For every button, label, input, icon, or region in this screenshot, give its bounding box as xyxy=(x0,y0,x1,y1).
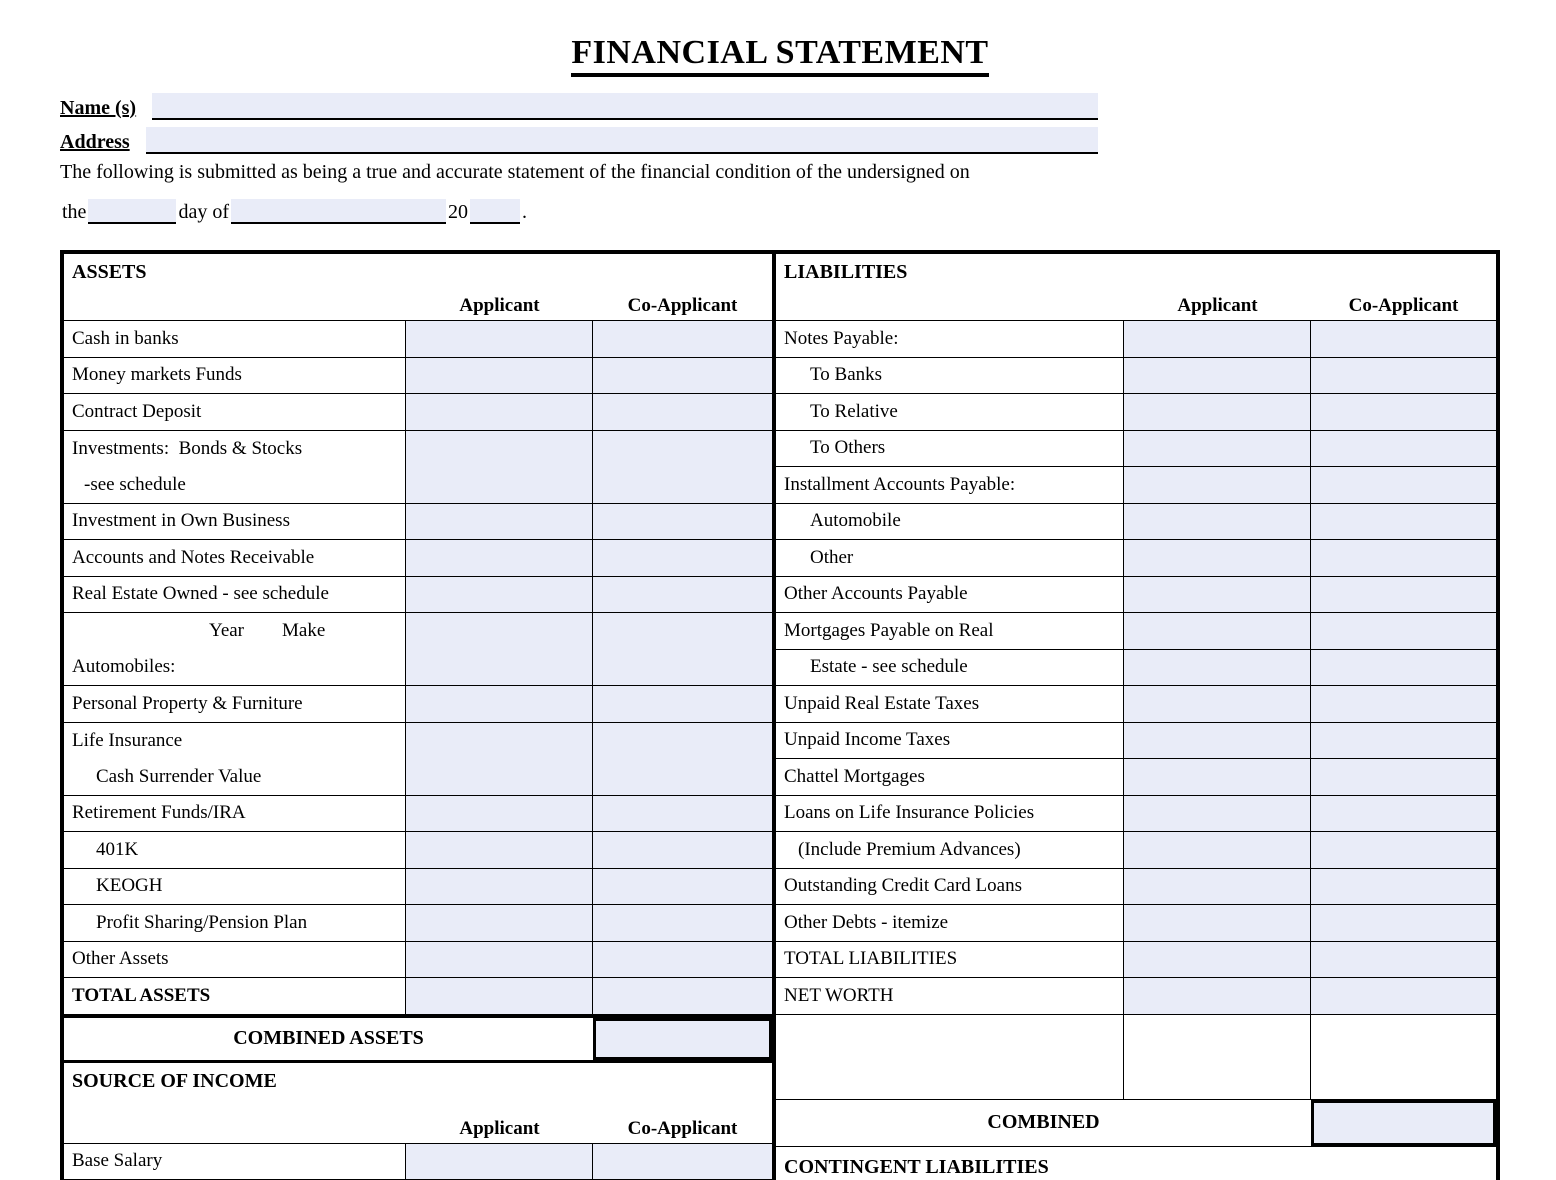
coapplicant-input-cell[interactable] xyxy=(593,723,772,795)
applicant-input-cell[interactable] xyxy=(1124,504,1311,540)
table-row xyxy=(776,650,1496,687)
assets-applicant-header: Applicant xyxy=(459,295,540,316)
income-coapplicant-header: Co-Applicant xyxy=(627,1117,738,1139)
table-row xyxy=(64,613,772,686)
coapplicant-input-cell[interactable] xyxy=(1311,613,1496,649)
row-label xyxy=(776,723,1124,759)
table-row xyxy=(64,723,772,796)
coapplicant-input-cell[interactable] xyxy=(1311,358,1496,394)
table-row xyxy=(776,394,1496,431)
applicant-input-cell[interactable] xyxy=(406,394,593,430)
coapplicant-input-cell[interactable] xyxy=(593,394,772,430)
coapplicant-input-cell[interactable] xyxy=(593,978,772,1014)
row-label xyxy=(776,467,1124,503)
row-label xyxy=(64,796,406,832)
row-label xyxy=(64,394,406,430)
applicant-input-cell[interactable] xyxy=(406,796,593,832)
coapplicant-input-cell[interactable] xyxy=(1311,942,1496,978)
coapplicant-input-cell[interactable] xyxy=(1311,905,1496,941)
combined-label: COMBINED xyxy=(987,1111,1100,1133)
table-row xyxy=(64,321,772,358)
table-row xyxy=(64,869,772,906)
table-row xyxy=(776,467,1496,504)
applicant-input-cell[interactable] xyxy=(406,686,593,722)
applicant-input-cell[interactable] xyxy=(406,321,593,357)
year-input[interactable] xyxy=(470,199,520,224)
name-input[interactable] xyxy=(152,93,1098,120)
table-row xyxy=(64,540,772,577)
applicant-input-cell[interactable] xyxy=(1124,869,1311,905)
row-label xyxy=(64,358,406,394)
row-label xyxy=(776,577,1124,613)
row-label xyxy=(776,431,1124,467)
table-row xyxy=(776,321,1496,358)
coapplicant-input-cell[interactable] xyxy=(1311,686,1496,722)
applicant-input-cell[interactable] xyxy=(1124,905,1311,941)
income-column-headers xyxy=(64,1100,772,1144)
row-label-line: Mortgages Payable on Real xyxy=(784,619,994,641)
row-label-line: Outstanding Credit Card Loans xyxy=(784,875,1022,897)
table-row xyxy=(776,759,1496,796)
page-title: FINANCIAL STATEMENT xyxy=(571,34,988,77)
table-row xyxy=(776,577,1496,614)
applicant-input-cell[interactable] xyxy=(406,978,593,1014)
row-label-line: Notes Payable: xyxy=(784,327,899,349)
table-row xyxy=(64,431,772,504)
coapplicant-input-cell[interactable] xyxy=(593,321,772,357)
row-label-line: -see schedule xyxy=(84,473,186,495)
liabilities-column-headers xyxy=(776,295,1496,320)
row-label-line: Contract Deposit xyxy=(72,400,202,422)
row-label-line: Other Assets xyxy=(72,948,169,970)
coapplicant-input-cell[interactable] xyxy=(593,431,772,503)
applicant-input-cell[interactable] xyxy=(1124,358,1311,394)
month-input[interactable] xyxy=(231,199,446,224)
row-label xyxy=(64,431,406,503)
applicant-input-cell[interactable] xyxy=(1124,540,1311,576)
table-row xyxy=(776,869,1496,906)
row-label xyxy=(776,942,1124,978)
coapplicant-input-cell[interactable] xyxy=(593,832,772,868)
liabilities-blank-row xyxy=(776,1015,1496,1100)
financial-table xyxy=(60,250,1500,1180)
row-label xyxy=(776,978,1124,1014)
liabilities-section xyxy=(776,254,1496,1179)
row-label-line: To Relative xyxy=(810,400,898,422)
applicant-input-cell[interactable] xyxy=(1124,394,1311,430)
row-label xyxy=(64,869,406,905)
row-label xyxy=(64,504,406,540)
coapplicant-input-cell[interactable] xyxy=(593,686,772,722)
coapplicant-input-cell[interactable] xyxy=(593,796,772,832)
row-label xyxy=(776,832,1124,868)
row-label-line: Unpaid Income Taxes xyxy=(784,729,951,751)
coapplicant-input-cell[interactable] xyxy=(1311,650,1496,686)
applicant-input-cell[interactable] xyxy=(406,540,593,576)
assets-section-title: ASSETS xyxy=(72,261,147,283)
date-line xyxy=(60,194,1500,224)
row-label-line: TOTAL LIABILITIES xyxy=(784,948,958,970)
date-period: . xyxy=(521,201,527,223)
table-row xyxy=(64,905,772,942)
applicant-input-cell[interactable] xyxy=(406,358,593,394)
coapplicant-input-cell[interactable] xyxy=(593,1144,772,1180)
address-input[interactable] xyxy=(146,127,1098,154)
income-applicant-header: Applicant xyxy=(459,1117,540,1139)
table-row xyxy=(776,613,1496,650)
liabilities-header xyxy=(776,254,1496,321)
coapplicant-input-cell[interactable] xyxy=(1311,978,1496,1014)
row-label-line: Retirement Funds/IRA xyxy=(72,802,246,824)
coapplicant-input-cell[interactable] xyxy=(1311,394,1496,430)
applicant-input-cell[interactable] xyxy=(406,504,593,540)
table-row xyxy=(64,504,772,541)
contingent-liabilities-title: CONTINGENT LIABILITIES xyxy=(784,1155,1049,1178)
row-label-line: Estate - see schedule xyxy=(810,656,968,678)
applicant-input-cell[interactable] xyxy=(406,431,593,503)
combined-liabilities-row xyxy=(776,1100,1496,1147)
row-label-line: 401K xyxy=(96,838,139,860)
combined-input[interactable] xyxy=(1311,1100,1496,1146)
applicant-input-cell[interactable] xyxy=(1124,686,1311,722)
name-field-row xyxy=(60,93,1098,120)
table-row xyxy=(64,394,772,431)
table-row xyxy=(776,504,1496,541)
assets-rows xyxy=(64,321,772,1015)
applicant-input-cell[interactable] xyxy=(406,905,593,941)
row-label-line: Installment Accounts Payable: xyxy=(784,473,1016,495)
applicant-input-cell[interactable] xyxy=(406,613,593,685)
row-label-line: Personal Property & Furniture xyxy=(72,692,303,714)
row-label xyxy=(64,978,406,1014)
page-title-wrap xyxy=(60,34,1500,77)
row-label-line: Other Debts - itemize xyxy=(784,911,949,933)
row-label xyxy=(776,613,1124,649)
assets-header xyxy=(64,254,772,321)
row-label-line: Base Salary xyxy=(72,1150,163,1172)
applicant-input-cell[interactable] xyxy=(1124,321,1311,357)
applicant-input-cell[interactable] xyxy=(1124,832,1311,868)
row-label xyxy=(64,577,406,613)
row-label-line: Real Estate Owned - see schedule xyxy=(72,583,329,605)
row-label xyxy=(776,540,1124,576)
table-row xyxy=(776,723,1496,760)
row-label xyxy=(64,832,406,868)
row-label-line: Money markets Funds xyxy=(72,364,242,386)
income-rows xyxy=(64,1144,772,1180)
table-row xyxy=(64,577,772,614)
applicant-input-cell[interactable] xyxy=(406,1144,593,1180)
row-label xyxy=(776,504,1124,540)
coapplicant-input-cell[interactable] xyxy=(1311,759,1496,795)
table-row xyxy=(776,358,1496,395)
row-label xyxy=(64,613,406,685)
row-label xyxy=(64,540,406,576)
row-label xyxy=(776,905,1124,941)
coapplicant-input-cell[interactable] xyxy=(1311,577,1496,613)
statement-text: The following is submitted as being a true and accurate statement of the financial condition of the undersigned on xyxy=(60,161,970,183)
applicant-input-cell[interactable] xyxy=(1124,467,1311,503)
table-row xyxy=(776,540,1496,577)
applicant-input-cell[interactable] xyxy=(1124,650,1311,686)
table-row xyxy=(64,978,772,1015)
address-label: Address xyxy=(60,131,130,153)
applicant-input-cell[interactable] xyxy=(1124,613,1311,649)
coapplicant-input-cell[interactable] xyxy=(1311,796,1496,832)
row-label-line: Year Make xyxy=(209,620,326,641)
row-label-line: Chattel Mortgages xyxy=(784,765,925,787)
date-the-label: the xyxy=(62,201,87,223)
address-field-row xyxy=(60,127,1098,154)
row-label-line: To Others xyxy=(810,437,886,459)
combined-assets-label: COMBINED ASSETS xyxy=(233,1027,424,1049)
applicant-input-cell[interactable] xyxy=(406,832,593,868)
table-row xyxy=(776,978,1496,1015)
row-label xyxy=(64,723,406,795)
liabilities-section-title: LIABILITIES xyxy=(784,261,908,283)
applicant-input-cell[interactable] xyxy=(406,723,593,795)
row-label xyxy=(64,1144,406,1180)
row-label-line: Automobile xyxy=(810,510,901,532)
coapplicant-input-cell[interactable] xyxy=(593,905,772,941)
table-row xyxy=(64,686,772,723)
blank-label-cell xyxy=(776,1015,1124,1099)
row-label xyxy=(776,869,1124,905)
day-input[interactable] xyxy=(88,199,176,224)
row-label xyxy=(64,942,406,978)
row-label-line: Automobiles: xyxy=(72,656,176,677)
row-label-line: To Banks xyxy=(810,364,883,386)
coapplicant-input-cell[interactable] xyxy=(593,540,772,576)
row-label-line: Other Accounts Payable xyxy=(784,583,968,605)
row-label-line: Accounts and Notes Receivable xyxy=(72,546,315,568)
applicant-input-cell[interactable] xyxy=(1124,796,1311,832)
coapplicant-input-cell[interactable] xyxy=(1311,832,1496,868)
assets-coapplicant-header: Co-Applicant xyxy=(627,295,738,316)
coapplicant-input-cell[interactable] xyxy=(1311,321,1496,357)
coapplicant-input-cell[interactable] xyxy=(1311,504,1496,540)
applicant-input-cell[interactable] xyxy=(1124,942,1311,978)
applicant-input-cell[interactable] xyxy=(1124,723,1311,759)
row-label-line: Investments: Bonds & Stocks xyxy=(72,437,303,459)
row-label xyxy=(776,796,1124,832)
table-row xyxy=(64,358,772,395)
row-label-line: Cash in banks xyxy=(72,327,179,349)
row-label xyxy=(776,650,1124,686)
applicant-input-cell[interactable] xyxy=(1124,759,1311,795)
row-label-line: Loans on Life Insurance Policies xyxy=(784,802,1035,824)
liabilities-coapplicant-header: Co-Applicant xyxy=(1348,295,1459,316)
row-label-line: Other xyxy=(810,546,854,568)
row-label xyxy=(64,321,406,357)
row-label xyxy=(776,321,1124,357)
liabilities-applicant-header: Applicant xyxy=(1177,295,1258,316)
coapplicant-input-cell[interactable] xyxy=(1311,540,1496,576)
row-label-line: TOTAL ASSETS xyxy=(72,984,211,1006)
table-row xyxy=(776,942,1496,979)
row-label-line: Cash Surrender Value xyxy=(96,765,262,787)
assets-column-headers xyxy=(64,295,772,320)
applicant-input-cell[interactable] xyxy=(1124,978,1311,1014)
table-row xyxy=(64,1144,772,1180)
row-label-line: Profit Sharing/Pension Plan xyxy=(96,911,308,933)
coapplicant-input-cell[interactable] xyxy=(593,942,772,978)
table-row xyxy=(776,686,1496,723)
coapplicant-input-cell[interactable] xyxy=(593,869,772,905)
table-row xyxy=(776,796,1496,833)
applicant-input-cell[interactable] xyxy=(1124,431,1311,467)
table-row xyxy=(776,431,1496,468)
applicant-input-cell[interactable] xyxy=(1124,577,1311,613)
name-label: Name (s) xyxy=(60,97,137,119)
applicant-input-cell[interactable] xyxy=(406,577,593,613)
combined-assets-row xyxy=(64,1015,772,1063)
date-day-of-label: day of xyxy=(178,201,229,223)
table-row xyxy=(776,832,1496,869)
coapplicant-input-cell[interactable] xyxy=(593,613,772,685)
row-label xyxy=(776,686,1124,722)
row-label xyxy=(776,394,1124,430)
combined-assets-input[interactable] xyxy=(593,1018,772,1060)
coapplicant-input-cell[interactable] xyxy=(1311,723,1496,759)
row-label-line: Investment in Own Business xyxy=(72,510,290,532)
row-label xyxy=(64,686,406,722)
table-row xyxy=(776,905,1496,942)
row-label-line: Unpaid Real Estate Taxes xyxy=(784,692,980,714)
row-label-line: Life Insurance xyxy=(72,729,183,751)
coapplicant-input-cell[interactable] xyxy=(1311,869,1496,905)
coapplicant-input-cell[interactable] xyxy=(1311,431,1496,467)
year-prefix-label: 20 xyxy=(447,201,468,223)
table-row xyxy=(64,796,772,833)
row-label-line: NET WORTH xyxy=(784,984,894,1006)
blank-applicant-cell xyxy=(1124,1015,1311,1099)
coapplicant-input-cell[interactable] xyxy=(593,504,772,540)
row-label-line: KEOGH xyxy=(96,875,163,897)
coapplicant-input-cell[interactable] xyxy=(593,358,772,394)
income-section-title: SOURCE OF INCOME xyxy=(72,1069,277,1092)
blank-coapplicant-cell xyxy=(1311,1015,1496,1099)
applicant-input-cell[interactable] xyxy=(406,869,593,905)
coapplicant-input-cell[interactable] xyxy=(1311,467,1496,503)
row-label xyxy=(776,358,1124,394)
table-row xyxy=(64,942,772,979)
row-label xyxy=(64,905,406,941)
row-label-line: (Include Premium Advances) xyxy=(798,838,1021,860)
liabilities-rows xyxy=(776,321,1496,1015)
table-row xyxy=(64,832,772,869)
row-label xyxy=(776,759,1124,795)
coapplicant-input-cell[interactable] xyxy=(593,577,772,613)
assets-section xyxy=(64,254,776,1180)
applicant-input-cell[interactable] xyxy=(406,942,593,978)
